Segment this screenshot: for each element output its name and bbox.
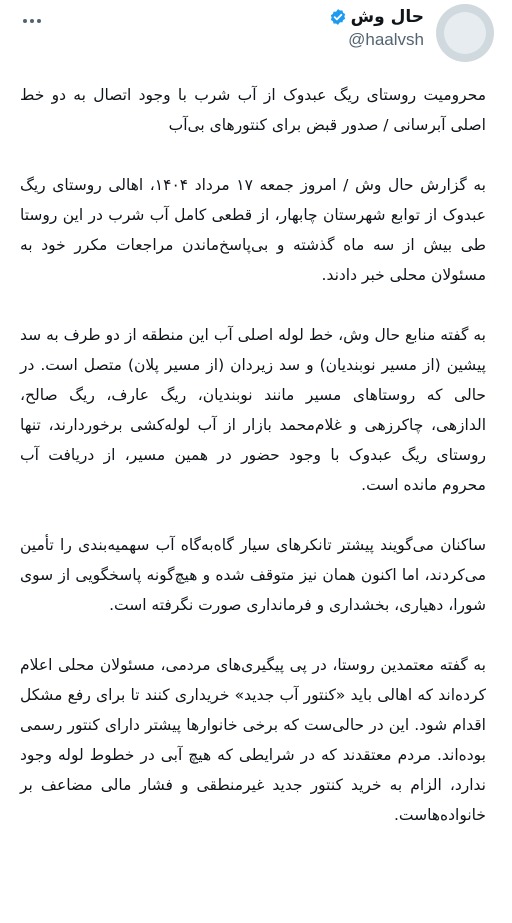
tweet-paragraph-headline: محرومیت روستای ریگ عبدوک از آب شرب با وجود اتصال به دو خط اصلی آبرسانی / صدور قبض برای کنتورهای بی‌آب [20,86,486,134]
verified-badge-icon [329,8,347,26]
avatar-placeholder-icon [444,12,486,54]
tweet-header [20,0,486,62]
tweet-text [20,62,486,830]
tweet-paragraph: به گفته معتمدین روستا، در پی پیگیری‌های مردمی، مسئولان محلی اعلام کرده‌اند که اهالی باید «کنتور آب جدید» خریداری کنند تا برای رفع مشکل اقدام شود. این در حالی‌ست که برخی خانوارها پیشتر دارای کنتور رسمی بوده‌اند. مردم معتقدند که در شرایطی که هیچ آبی در خطوط لوله وجود ندارد، الزام به خرید کنتور جدید غیرمنطقی و فشار مالی مضاعف بر خانواده‌هاست. [20,656,486,824]
author-handle[interactable]: @haalvsh [348,30,424,49]
avatar[interactable] [436,4,494,62]
display-name-row [329,6,424,28]
tweet-paragraph: به گفته منابع حال وش، خط لوله اصلی آب این منطقه از دو طرف به سد پیشین (از مسیر نوبندیان) و سد زیردان (از مسیر پلان) متصل است. در حالی که روستاهای مسیر مانند نوبندیان، ریگ عارف، ریگ صالح، الدازهی، چاکرزهی و غلام‌محمد بازار از آب لوله‌کشی برخوردارند، تنها روستای ریگ عبدوک با وجود حضور در همین مسیر، از دریافت آب محروم مانده است. [20,326,486,494]
author-display-name[interactable]: حال وش [350,7,424,27]
more-options-button[interactable] [20,12,44,30]
more-horizontal-icon [22,18,42,24]
tweet-paragraph: ساکنان می‌گویند پیشتر تانکرهای سیار گاه‌به‌گاه آب سهمیه‌بندی را تأمین می‌کردند، اما اکنون همان نیز متوقف شده و هیچ‌گونه پاسخگویی از سوی شورا، دهیاری، بخشداری و فرمانداری صورت نگرفته است. [20,536,486,614]
tweet-paragraph: به گزارش حال وش / امروز جمعه ۱۷ مرداد ۱۴۰۴، اهالی روستای ریگ عبدوک از توابع شهرستان چابهار، از قطعی کامل آب شرب در این روستا طی بیش از سه ماه گذشته و بی‌پاسخ‌ماندن مراجعات مکرر خود به مسئولان محلی خبر دادند. [20,176,486,284]
author-names [329,6,424,52]
